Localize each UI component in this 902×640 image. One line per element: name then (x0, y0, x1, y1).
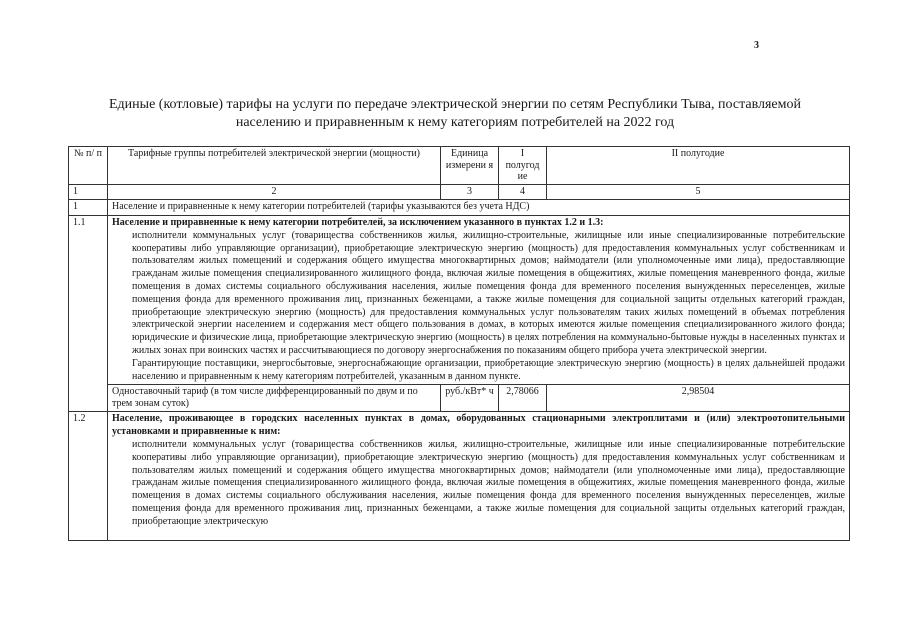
section-text: Население и приравненные к нему категории потребителей (тарифы указываются без учета НДС) (108, 200, 850, 216)
row-title: Население, проживающее в городских населенных пунктах в домах, оборудованных стационарными электроплитами и (или) электроотопительными установками и приравненные к ним: (112, 413, 845, 438)
row-paragraph: исполнители коммунальных услуг (товарищества собственников жилья, жилищно-строительные, жилищные или иные специализированные потребительские кооперативы либо управляющие организации), приобретающие электрическую энергию (мощность) для предоставления коммунальных услуг собственникам и пользователям жилых помещений и содержания общего имущества многоквартирных домов; наймодатели (или уполномоченные ими лица), предоставляющие гражданам жилые помещения специализированного жилищного фонда, включая жилые помещения в общежитиях, жилые помещения маневренного фонда, жилые помещения в домах системы социального обслуживания населения, жилые помещения фонда для временного поселения вынужденных переселенцев, жилые помещения фонда для временного проживания лиц, признанных беженцами, а также жилые помещения для социальной защиты отдельных категорий граждан, приобретающие электрическую энергию (мощность) для предоставления коммунальных услуг пользователям таких жилых помещений в объемах потребления электрической энергии населением и содержания мест общего пользования в домах, в которых имеются жилые помещения специализированного жилого фонда; юридические и физические лица, приобретающие электрическую энергию (мощность) в целях потребления на коммунально-бытовые нужды в населенных пунктах и жилых зонах при воинских частях и рассчитывающиеся по договору энергоснабжения по показаниям общего прибора учета электрической энергии. (132, 229, 845, 357)
row-num: 1.1 (69, 216, 108, 412)
row-content-clip (112, 413, 845, 539)
row-paragraph: исполнители коммунальных услуг (товарищества собственников жилья, жилищно-строительные, жилищные или иные специализированные потребительские кооперативы либо управляющие организации), приобретающие электрическую энергию (мощность) для предоставления коммунальных услуг собственникам и пользователям жилых помещений и содержания общего имущества многоквартирных домов; наймодатели (или уполномоченные ими лица), предоставляющие гражданам жилые помещения специализированного жилищного фонда, включая жилые помещения в общежитиях, жилые помещения маневренного фонда, жилые помещения в домах системы социального обслуживания населения, жилые помещения фонда для временного поселения вынужденных переселенцев, жилые помещения фонда для временного проживания лиц, признанных беженцами, а также жилые помещения для социальной защиты отдельных категорий граждан, приобретающие электрическую (132, 439, 845, 527)
header-num: № п/ п (69, 147, 108, 185)
table-row-1-1 (69, 216, 850, 385)
header-half1: I полугод ие (499, 147, 547, 185)
tariff-half1-value: 2,78066 (499, 385, 547, 412)
tariff-unit: руб./кВт* ч (441, 385, 499, 412)
title-line-1: Единые (котловые) тарифы на услуги по передаче электрической энергии по сетям Республики Тыва, поставляемой (109, 97, 801, 112)
section-num: 1 (69, 200, 108, 216)
header-unit: Единица измерени я (441, 147, 499, 185)
document-title (60, 96, 850, 132)
index-cell: 5 (547, 184, 850, 200)
tariff-value-row (69, 385, 850, 412)
section-row (69, 200, 850, 216)
tariff-label: Одноставочный тариф (в том числе дифференцированный по двум и по трем зонам суток) (108, 385, 441, 412)
table-header-row (69, 147, 850, 185)
index-cell: 2 (108, 184, 441, 200)
header-half2: II полугодие (547, 147, 850, 185)
column-index-row (69, 184, 850, 200)
tariff-table (68, 146, 850, 541)
row-description (108, 216, 850, 385)
row-num: 1.2 (69, 412, 108, 541)
row-body (112, 230, 845, 384)
row-paragraph: Гарантирующие поставщики, энергосбытовые, энергоснабжающие организации, приобретающие электрическую энергию (мощность) в целях дальнейшей продажи населению и приравненным к нему категориям потребителей, указанным в данном пункте. (132, 357, 845, 382)
header-group: Тарифные группы потребителей электрической энергии (мощности) (108, 147, 441, 185)
row-body (112, 439, 845, 529)
index-cell: 3 (441, 184, 499, 200)
title-line-2: населению и приравненным к нему категориям потребителей на 2022 год (235, 115, 675, 130)
index-cell: 4 (499, 184, 547, 200)
page-number: 3 (754, 40, 759, 51)
row-description (108, 412, 850, 541)
table-row-1-2 (69, 412, 850, 541)
index-cell: 1 (69, 184, 108, 200)
row-title: Население и приравненные к нему категории потребителей, за исключением указанного в пунктах 1.2 и 1.3: (112, 217, 604, 229)
tariff-half2-value: 2,98504 (547, 385, 850, 412)
